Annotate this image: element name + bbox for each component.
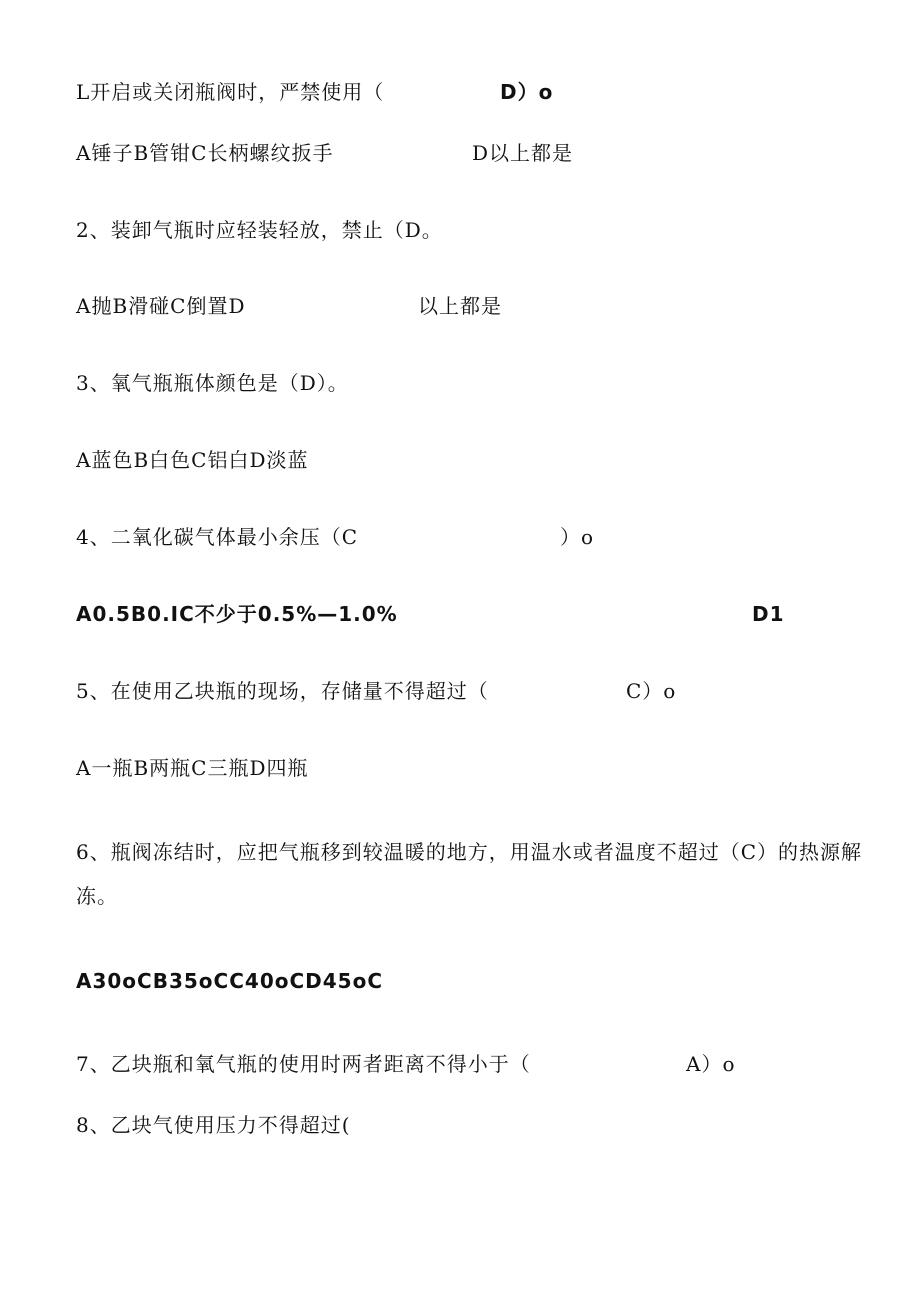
question-7-text: 7、乙块瓶和氧气瓶的使用时两者距离不得小于（ xyxy=(76,1052,531,1076)
question-2-options-b: 以上都是 xyxy=(418,294,502,318)
question-4-options-b: D1 xyxy=(752,602,785,626)
question-4-answer: ）o xyxy=(560,525,595,549)
question-4-text: 4、二氧化碳气体最小余压（C xyxy=(76,525,359,549)
question-6-options: A30oCB35oCC40oCD45oC xyxy=(76,969,384,993)
question-5-answer: C）o xyxy=(626,679,677,703)
question-6-text: 6、瓶阀冻结时，应把气瓶移到较温暖的地方，用温水或者温度不超过（C）的热源解冻。 xyxy=(76,840,863,908)
question-7-answer: A）o xyxy=(686,1052,736,1076)
question-1-answer: D）o xyxy=(500,80,554,104)
question-1-options-a: A锤子B管钳C长柄螺纹扳手 xyxy=(76,141,334,165)
question-3-options: A蓝色B白色C铝白D淡蓝 xyxy=(76,448,309,472)
question-4-options-a: A0.5B0.IC不少于0.5%—1.0% xyxy=(76,602,398,626)
question-1-options-b: D以上都是 xyxy=(472,141,574,165)
question-8-text: 8、乙块气使用压力不得超过( xyxy=(76,1113,351,1137)
question-5-options: A一瓶B两瓶C三瓶D四瓶 xyxy=(76,756,309,780)
question-3-text: 3、氧气瓶瓶体颜色是（D）。 xyxy=(76,371,349,395)
question-2-text: 2、装卸气瓶时应轻装轻放，禁止（D。 xyxy=(76,218,443,242)
question-1-text: L开启或关闭瓶阀时，严禁使用（ xyxy=(76,80,385,104)
question-2-options-a: A抛B滑碰C倒置D xyxy=(76,294,246,318)
question-5-text: 5、在使用乙块瓶的现场，存储量不得超过（ xyxy=(76,679,489,703)
